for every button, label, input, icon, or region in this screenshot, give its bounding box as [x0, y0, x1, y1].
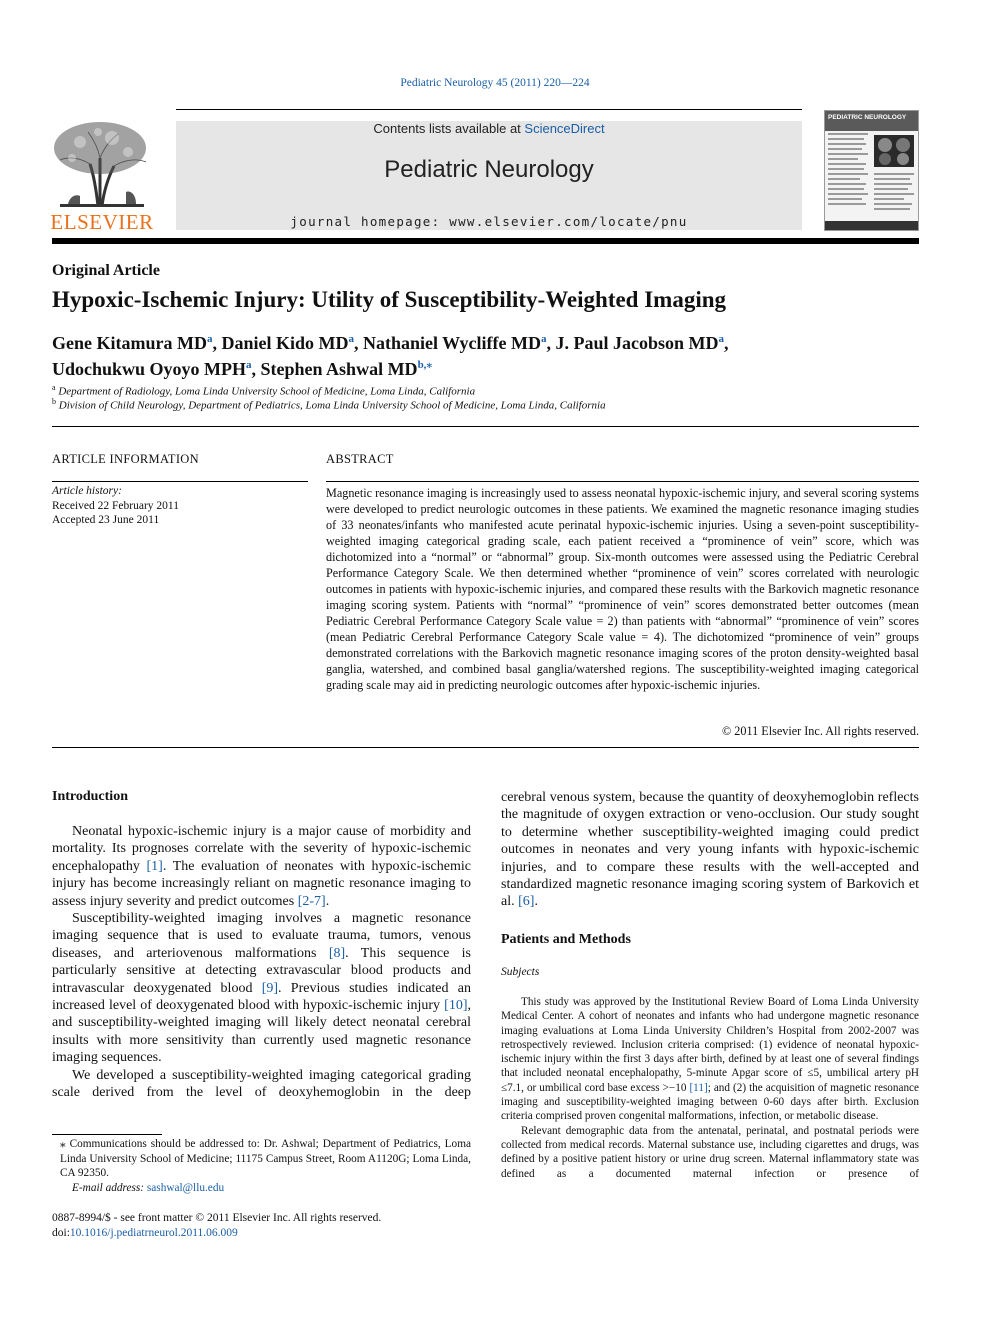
reference-link[interactable]: [2-7] — [297, 893, 326, 909]
author-line-1 — [52, 328, 922, 354]
received-date: Received 22 February 2011 — [52, 499, 179, 512]
text: . The evaluation of neonates with hypoxic-ischemic injury has become increasingly reliant on magnetic resonance imaging to assess injury severity and predict outcomes — [52, 858, 471, 909]
header-thick-rule — [52, 238, 919, 244]
reference-link[interactable]: [6] — [518, 894, 535, 910]
article-history — [52, 484, 179, 528]
cover-title: PEDIATRIC NEUROLOGY — [825, 111, 918, 131]
sciencedirect-link[interactable]: ScienceDirect — [524, 121, 605, 136]
text: . — [534, 894, 538, 910]
affiliation-text: Division of Child Neurology, Department of Pediatrics, Loma Linda University School of Medicine, Loma Linda, California — [58, 399, 606, 412]
author-list — [52, 328, 922, 380]
methods-body — [501, 995, 919, 1181]
reference-link[interactable]: [9] — [261, 980, 279, 996]
author[interactable]: Daniel Kido MD — [221, 333, 349, 353]
doi-label: doi: — [52, 1227, 70, 1239]
email-label: E-mail address: — [72, 1181, 147, 1194]
text: . — [325, 893, 330, 909]
article-title: Hypoxic-Ischemic Injury: Utility of Susceptibility-Weighted Imaging — [52, 287, 727, 312]
contents-line — [176, 121, 802, 136]
introduction-body — [52, 823, 471, 1102]
text: . This sequence is particularly sensitive at detecting extravascular blood products and intravascular deoxygenated blood — [52, 945, 472, 996]
paragraph — [52, 910, 471, 1067]
reference-link[interactable]: [8] — [328, 945, 346, 961]
introduction-continued — [501, 789, 919, 911]
email-link[interactable]: sashwal@llu.edu — [146, 1181, 225, 1194]
text: . Previous studies indicated an increased level of deoxygenated blood with hypoxic-ischemic injury — [52, 980, 471, 1014]
elsevier-logo-text: ELSEVIER — [50, 210, 154, 234]
journal-homepage[interactable]: journal homepage: www.elsevier.com/locate/pnu — [290, 214, 688, 229]
cover-footer-bar — [825, 221, 918, 230]
author-separator: , — [546, 333, 556, 353]
journal-cover-thumbnail — [824, 110, 919, 231]
reference-link[interactable]: [1] — [146, 858, 163, 874]
footnote-rule — [52, 1134, 162, 1135]
text: Neonatal hypoxic-ischemic injury is a major cause of morbidity and mortality. Its prognoses correlate with the severity of hypoxic-ischemic encephalopathy — [52, 824, 471, 874]
abstract-copyright: © 2011 Elsevier Inc. All rights reserved. — [722, 724, 919, 738]
author-affiliation-mark[interactable]: a — [718, 333, 724, 345]
abstract-heading: ABSTRACT — [326, 452, 394, 466]
author-affiliation-mark[interactable]: a — [540, 333, 547, 345]
affiliation-b — [52, 397, 606, 412]
journal-name: Pediatric Neurology — [384, 156, 594, 183]
author[interactable]: Gene Kitamura MD — [52, 333, 207, 353]
introduction-heading: Introduction — [52, 789, 128, 804]
contents-prefix: Contents lists available at — [373, 121, 525, 136]
author-affiliation-mark[interactable]: a — [348, 333, 354, 345]
author[interactable]: J. Paul Jacobson MD — [555, 333, 719, 353]
author-affiliation-mark[interactable]: a — [246, 359, 252, 371]
header-rule — [176, 109, 802, 110]
text: This study was approved by the Institutional Review Board of Loma Linda University Medical Center. A cohort of neonates and infants who had undergone magnetic resonance imaging evaluations at Loma Linda University Children’s Hospital from 2002-2007 was retrospectively reviewed. Inclusion criteria comprised: (1) evidence of neonatal hypoxic-ischemic injury within the first 3 days after birth, defined by at least one of several findings that included neonatal encephalopathy, 5-minute Apgar score of ≤5, umbilical artery pH ≤7.1, or umbilical cord base excess >−10 — [501, 996, 919, 1094]
affiliation-text: Department of Radiology, Loma Linda University School of Medicine, Loma Linda, California — [58, 385, 476, 398]
methods-heading: Patients and Methods — [501, 932, 631, 947]
author-separator: , — [723, 333, 729, 353]
article-type: Original Article — [52, 262, 160, 279]
front-matter: 0887-8994/$ - see front matter © 2011 Elsevier Inc. All rights reserved. — [52, 1212, 382, 1224]
author-separator: , — [212, 333, 222, 353]
paragraph — [501, 789, 919, 911]
reference-link[interactable]: [11] — [689, 1081, 708, 1094]
paragraph: Relevant demographic data from the antenatal, perinatal, and postnatal periods were collected from medical records. Maternal substance use, including cigarettes and drugs, was defined by a positive patient history or urine drug screen. Maternal inflammatory state was defined as a documented maternal infection or presence of — [501, 1124, 919, 1180]
author[interactable]: Udochukwu Oyoyo MPH — [52, 359, 247, 379]
text: , and susceptibility-weighted imaging will likely detect neonatal cerebral insults with more sensitivity than currently used magnetic resonance imaging sequences. — [52, 998, 471, 1066]
footnote-text: ⁎ Communications should be addressed to: Dr. Ashwal; Department of Pediatrics, Loma Linda University School of Medicine; 11175 Campus Street, Room A1120G; Loma Linda, CA 92350. — [60, 1138, 471, 1179]
section-rule — [52, 426, 919, 427]
accepted-date: Accepted 23 June 2011 — [52, 514, 160, 526]
info-rule — [52, 481, 308, 482]
author-separator: , — [251, 359, 261, 379]
text: cerebral venous system, because the quantity of deoxyhemoglobin reflects the magnitude of oxygen extraction or veno-occlusion. Our study sought to determine whether susceptibility-weighted imaging could predict outcomes in neonates and very young infants with hypoxic-ischemic injuries, and to compare these results with the well-accepted and standardized magnetic resonance imaging scoring system of Barkovich et al. — [501, 790, 919, 910]
subjects-subheading: Subjects — [501, 966, 540, 978]
reference-link[interactable]: [10] — [444, 998, 468, 1014]
history-label: Article history: — [52, 485, 122, 497]
author-affiliation-mark[interactable]: a — [206, 333, 213, 345]
doi-link[interactable]: 10.1016/j.pediatrneurol.2011.06.009 — [69, 1227, 238, 1239]
section-rule — [52, 747, 919, 748]
text: ; and (2) the acquisition of magnetic resonance imaging and susceptibility-weighted imaging between 0-60 days after birth. Exclusion criteria comprised proven congenital malformations, infection, or metabolic disease. — [501, 1081, 919, 1123]
journal-citation[interactable]: Pediatric Neurology 45 (2011) 220—224 — [400, 77, 590, 89]
author-line-2 — [52, 354, 922, 380]
author-separator: , — [353, 333, 363, 353]
abstract-rule — [326, 481, 919, 482]
author-affiliation-mark[interactable]: b,⁎ — [417, 359, 433, 371]
affiliation-mark: a — [52, 383, 56, 392]
affiliation-a — [52, 383, 475, 398]
issn-block — [52, 1211, 381, 1241]
paragraph — [501, 995, 919, 1124]
article-info-heading: ARTICLE INFORMATION — [52, 452, 199, 466]
text: Susceptibility-weighted imaging involves a magnetic resonance imaging sequence that is used to evaluate trauma, tumors, venous diseases, and arteriovenous malformations — [52, 911, 471, 961]
author[interactable]: Nathaniel Wycliffe MD — [362, 333, 541, 353]
paragraph — [52, 823, 471, 910]
corresponding-author-footnote — [52, 1137, 471, 1195]
author[interactable]: Stephen Ashwal MD — [260, 359, 418, 379]
cover-content-image — [828, 133, 915, 221]
doi-line — [52, 1226, 381, 1241]
abstract-text: Magnetic resonance imaging is increasingly used to assess neonatal hypoxic-ischemic injury, and several scoring systems were developed to predict neurologic outcomes in these patients. We examined the magnetic resonance imaging studies of 33 neonates/infants who manifested acute perinatal hypoxic-ischemic injuries. Using a seven-point susceptibility-weighted imaging categorical grading scale, each patient received a “prominence of vein” score, which was dichotomized into a “normal” or “abnormal” group. Six-month outcomes were assessed using the Pediatric Cerebral Performance Category Scale. We then determined whether “prominence of vein” scores correlated with neurologic outcomes in patients with hypoxic-ischemic injuries, and compared these results with the Barkovich magnetic resonance imaging scoring system. Patients with “normal” “prominence of vein” scores demonstrated better outcomes (mean Pediatric Cerebral Performance Category Scale value = 2) than patients with “abnormal” “prominence of vein” scores (mean Pediatric Cerebral Performance Category Scale value = 4). The dichotomized “prominence of vein” groups demonstrated correlations with the Barkovich magnetic resonance imaging scores of the proton density-weighted basal ganglia, watershed, and combined basal ganglia/watershed regions. The susceptibility-weighted imaging categorical grading scale may aid in predicting neurologic outcomes after hypoxic-ischemic injuries. — [326, 486, 919, 692]
paragraph: We developed a susceptibility-weighted imaging categorical grading scale derived from the level of deoxyhemoglobin in the deep — [52, 1067, 471, 1101]
affiliation-mark: b — [52, 397, 56, 406]
footnote-email — [52, 1181, 471, 1196]
